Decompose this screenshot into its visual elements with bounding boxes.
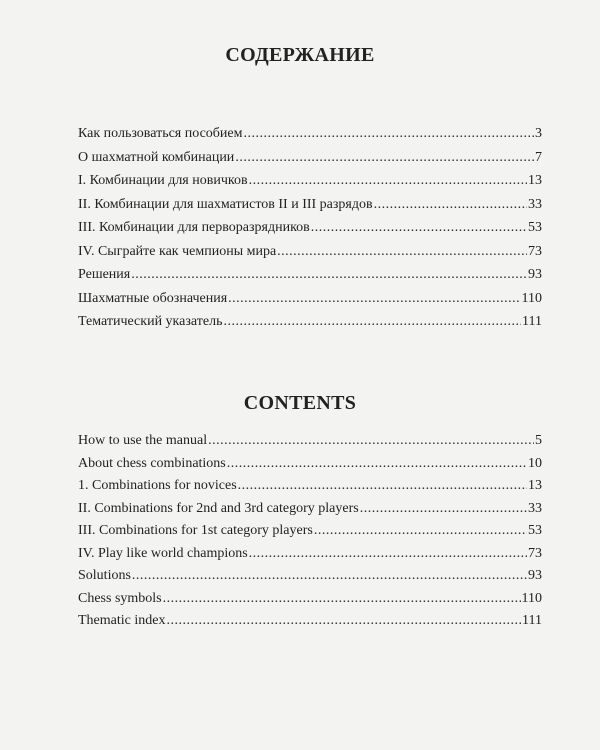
- toc-entry-page: 110: [521, 590, 542, 606]
- toc-entry[interactable]: [78, 267, 542, 291]
- toc-entry-page: 3: [535, 126, 542, 141]
- dot-leader: [249, 173, 527, 189]
- toc-entry-page: 13: [528, 173, 542, 188]
- toc-entry[interactable]: [78, 126, 542, 150]
- toc-entry-page: 93: [528, 568, 542, 583]
- toc-entry-page: 111: [522, 613, 542, 628]
- toc-entry[interactable]: [78, 150, 542, 174]
- toc-entry-label: II. Combinations for 2nd and 3rd category players: [78, 500, 359, 516]
- toc-entry[interactable]: [78, 568, 542, 591]
- toc-entry[interactable]: [78, 546, 542, 569]
- toc-entry-label: О шахматной комбинации: [78, 149, 235, 165]
- dot-leader: [132, 568, 527, 584]
- toc-entry-page: 73: [528, 243, 542, 259]
- russian-toc-list: [78, 126, 542, 338]
- toc-entry[interactable]: [78, 523, 542, 546]
- toc-entry[interactable]: [78, 197, 542, 221]
- toc-entry-label: Шахматные обозначения: [78, 290, 228, 306]
- toc-entry[interactable]: [78, 220, 542, 244]
- toc-entry-label: II. Комбинации для шахматистов II и III разрядов: [78, 196, 373, 212]
- toc-entry-label: III. Combinations for 1st category players: [78, 523, 313, 538]
- dot-leader: [227, 456, 527, 472]
- toc-entry[interactable]: [78, 478, 542, 501]
- toc-entry[interactable]: [78, 456, 542, 479]
- toc-entry-page: 111: [522, 314, 542, 329]
- toc-entry[interactable]: [78, 291, 542, 315]
- dot-leader: [314, 523, 527, 539]
- toc-entry-label: About chess combinations: [78, 455, 226, 471]
- dot-leader: [235, 150, 534, 166]
- toc-entry-page: 13: [528, 478, 542, 493]
- toc-entry[interactable]: [78, 244, 542, 268]
- russian-contents-heading: СОДЕРЖАНИЕ: [225, 44, 375, 66]
- dot-leader: [223, 314, 521, 330]
- dot-leader: [360, 501, 527, 517]
- toc-entry-label: IV. Play like world champions: [78, 545, 248, 561]
- toc-entry[interactable]: [78, 173, 542, 197]
- dot-leader: [238, 478, 527, 494]
- toc-entry-page: 5: [535, 433, 542, 448]
- english-toc-list: [78, 433, 542, 636]
- toc-entry-page: 7: [535, 149, 542, 165]
- toc-entry-page: 10: [528, 455, 542, 471]
- dot-leader: [374, 197, 527, 213]
- toc-entry-page: 53: [528, 523, 542, 538]
- dot-leader: [228, 291, 520, 307]
- toc-entry-label: Solutions: [78, 568, 131, 583]
- dot-leader: [131, 267, 527, 283]
- toc-entry[interactable]: [78, 314, 542, 338]
- toc-entry-page: 33: [528, 500, 542, 516]
- dot-leader: [277, 244, 527, 260]
- toc-entry-label: Тематический указатель: [78, 314, 223, 329]
- toc-entry-label: Chess symbols: [78, 590, 162, 606]
- toc-entry-page: 73: [528, 545, 542, 561]
- toc-entry-page: 33: [528, 196, 542, 212]
- english-contents-heading: CONTENTS: [243, 392, 357, 414]
- toc-entry-label: How to use the manual: [78, 433, 208, 448]
- dot-leader: [249, 546, 527, 562]
- toc-entry-label: Как пользоваться пособием: [78, 126, 243, 141]
- toc-entry-label: Решения: [78, 267, 131, 282]
- toc-entry[interactable]: [78, 613, 542, 636]
- toc-entry[interactable]: [78, 433, 542, 456]
- toc-entry-page: 110: [521, 290, 542, 306]
- dot-leader: [208, 433, 534, 449]
- toc-entry-label: 1. Combinations for novices: [78, 478, 237, 493]
- dot-leader: [166, 613, 521, 629]
- toc-entry[interactable]: [78, 501, 542, 524]
- toc-entry[interactable]: [78, 591, 542, 614]
- toc-entry-page: 53: [528, 220, 542, 235]
- toc-entry-label: Thematic index: [78, 613, 166, 628]
- dot-leader: [311, 220, 527, 236]
- toc-entry-label: III. Комбинации для перворазрядников: [78, 220, 310, 235]
- toc-entry-page: 93: [528, 267, 542, 282]
- toc-entry-label: IV. Сыграйте как чемпионы мира: [78, 243, 277, 259]
- dot-leader: [243, 126, 534, 142]
- toc-entry-label: I. Комбинации для новичков: [78, 173, 248, 188]
- dot-leader: [163, 591, 521, 607]
